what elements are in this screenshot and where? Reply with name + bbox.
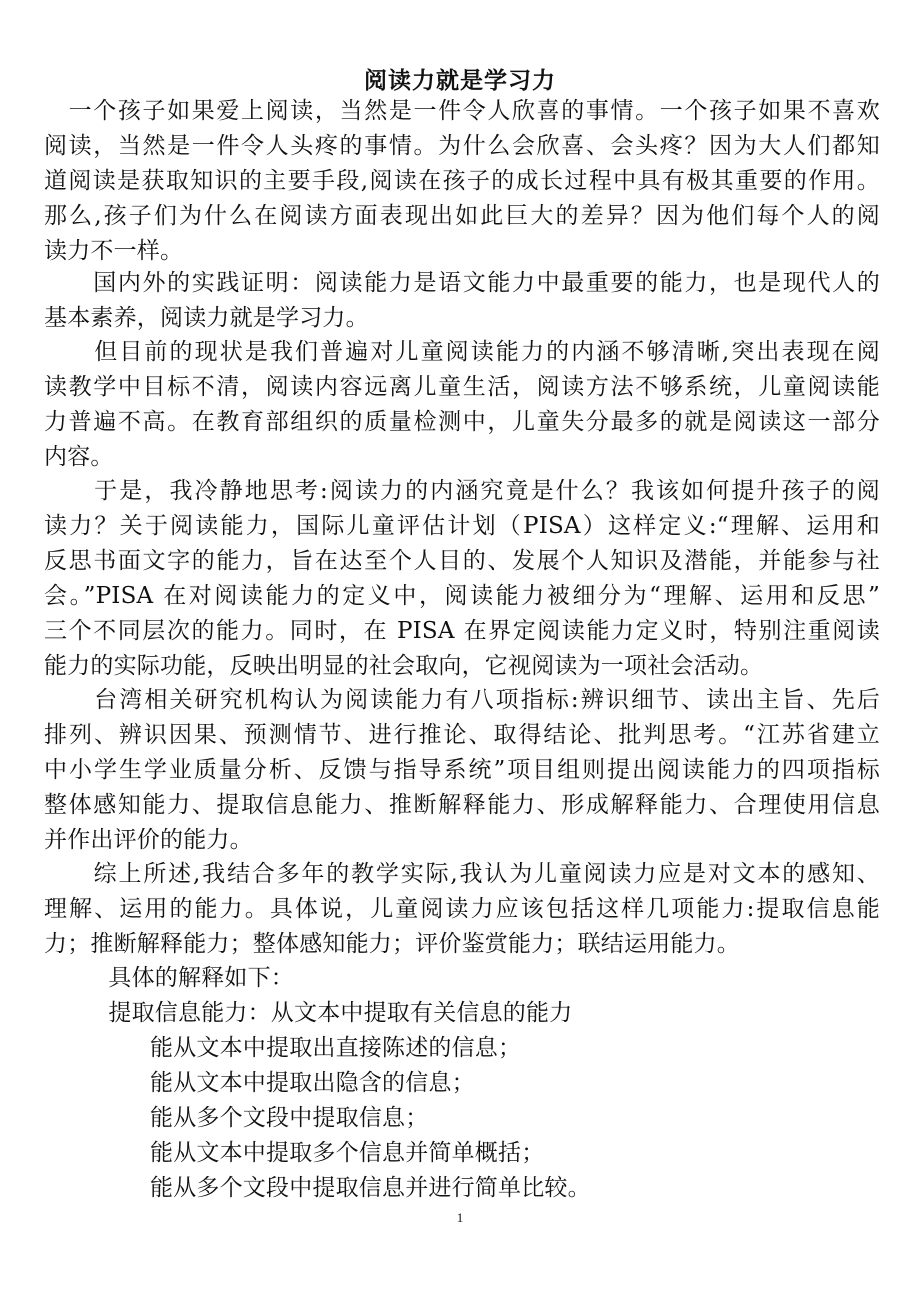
paragraph-6-line-1: 综上所述,我结合多年的教学实际,我认为儿童阅读力应是对文本的感知、 (44, 861, 880, 887)
paragraph-1-line-3: 道阅读是获取知识的主要手段,阅读在孩子的成长过程中具有极其重要的作用。 (44, 168, 880, 194)
paragraph-1-line-2: 阅读，当然是一件令人头疼的事情。为什么会欣喜、会头疼？因为大人们都知 (44, 133, 880, 159)
document-title: 阅读力就是学习力 (364, 67, 556, 94)
paragraph-4-line-1: 于是，我冷静地思考:阅读力的内涵究竟是什么？我该如何提升孩子的阅 (44, 478, 880, 504)
paragraph-1-line-1: 一个孩子如果爱上阅读，当然是一件令人欣喜的事情。一个孩子如果不喜欢 (44, 98, 880, 124)
paragraph-5-line-2: 排列、辨识因果、预测情节、进行推论、取得结论、批判思考。“江苏省建立 (44, 722, 880, 748)
paragraph-6-line-3: 力；推断解释能力；整体感知能力；评价鉴赏能力；联结运用能力。 (44, 931, 740, 957)
sub-item-5: 能从多个文段中提取信息并进行简单比较。 (150, 1175, 591, 1201)
paragraph-5-line-5: 并作出评价的能力。 (44, 827, 253, 853)
sub-item-1: 能从文本中提取出直接陈述的信息； (150, 1035, 522, 1061)
page-number: 1 (456, 1210, 464, 1225)
paragraph-4-line-2: 读力？关于阅读能力，国际儿童评估计划（PISA）这样定义:“理解、运用和 (44, 513, 880, 539)
paragraph-3-line-1: 但目前的现状是我们普遍对儿童阅读能力的内涵不够清晰,突出表现在阅 (44, 339, 880, 365)
paragraph-5-line-4: 整体感知能力、提取信息能力、推断解释能力、形成解释能力、合理使用信息 (44, 792, 880, 818)
paragraph-4-line-5: 三个不同层次的能力。同时，在 PISA 在界定阅读能力定义时，特别注重阅读 (44, 618, 880, 644)
paragraph-4-line-3: 反思书面文字的能力，旨在达至个人目的、发展个人知识及潜能，并能参与社 (44, 548, 880, 574)
paragraph-2-line-2: 基本素养，阅读力就是学习力。 (44, 305, 369, 331)
paragraph-2-line-1: 国内外的实践证明：阅读能力是语文能力中最重要的能力，也是现代人的 (44, 270, 880, 296)
paragraph-5-line-3: 中小学生学业质量分析、反馈与指导系统”项目组则提出阅读能力的四项指标 (44, 757, 880, 783)
sub-item-4: 能从文本中提取多个信息并简单概括； (150, 1140, 545, 1166)
paragraph-3-line-3: 力普遍不高。在教育部组织的质量检测中，儿童失分最多的就是阅读这一部分 (44, 409, 880, 435)
paragraph-5-line-1: 台湾相关研究机构认为阅读能力有八项指标:辨识细节、读出主旨、先后 (44, 687, 880, 713)
paragraph-3-line-4: 内容。 (44, 444, 114, 470)
paragraph-4-line-4: 会。”PISA 在对阅读能力的定义中，阅读能力被细分为“理解、运用和反思” (44, 583, 880, 609)
paragraph-1-line-4: 那么,孩子们为什么在阅读方面表现出如此巨大的差异？因为他们每个人的阅 (44, 203, 880, 229)
sub-item-3: 能从多个文段中提取信息； (150, 1105, 429, 1131)
explanation-intro: 具体的解释如下： (62, 965, 294, 991)
paragraph-4-line-6: 能力的实际功能，反映出明显的社会取向，它视阅读为一项社会活动。 (44, 653, 764, 679)
section-heading-extract-info: 提取信息能力：从文本中提取有关信息的能力 (62, 1000, 573, 1026)
paragraph-3-line-2: 读教学中目标不清，阅读内容远离儿童生活，阅读方法不够系统，儿童阅读能 (44, 374, 880, 400)
paragraph-6-line-2: 理解、运用的能力。具体说，儿童阅读力应该包括这样几项能力:提取信息能 (44, 896, 880, 922)
paragraph-1-line-5: 读力不一样。 (44, 238, 184, 264)
sub-item-2: 能从文本中提取出隐含的信息； (150, 1070, 475, 1096)
